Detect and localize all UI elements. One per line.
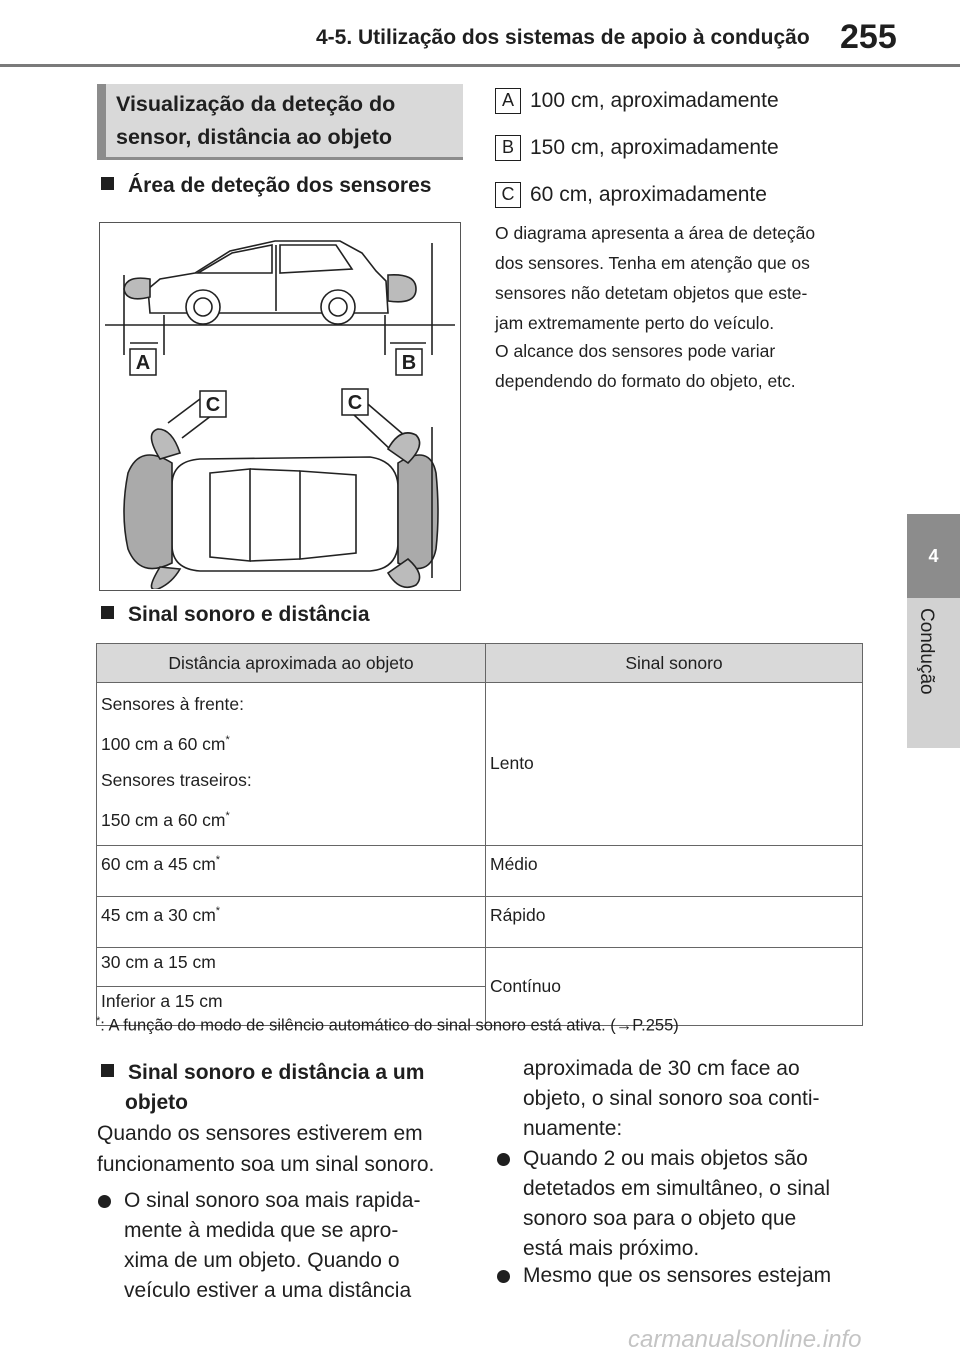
note-line: dos sensores. Tenha em atenção que os <box>495 253 810 273</box>
bullet-line: veículo estiver a uma distância <box>124 1279 412 1302</box>
legend-key-a: A <box>495 88 521 114</box>
label-b: B <box>401 352 417 374</box>
bullet-line: sonoro soa para o objeto que <box>523 1207 797 1230</box>
subhead-beep-object-line1: Sinal sonoro e distância a um <box>128 1061 425 1084</box>
footnote-text: : A função do modo de silêncio automático do sinal sonoro está ativa. ( <box>100 1016 616 1035</box>
legend-text-b: 150 cm, aproximadamente <box>530 136 779 159</box>
legend-item-c <box>495 182 767 208</box>
subhead-beep-distance <box>101 603 370 627</box>
table-cell-distance <box>97 845 486 896</box>
distance-value: 60 cm a 45 cm <box>101 853 216 874</box>
sensor-detection-diagram <box>99 222 461 591</box>
table-row <box>97 845 863 896</box>
asterisk: * <box>225 809 230 822</box>
bullet-dot-icon <box>98 1195 111 1208</box>
bullet-line: objeto, o sinal sonoro soa conti- <box>523 1087 820 1110</box>
beep-distance-table <box>96 643 863 1026</box>
bullet-line: xima de um objeto. Quando o <box>124 1249 400 1272</box>
front-range: 100 cm a 60 cm <box>101 733 226 754</box>
table-cell-distance <box>97 896 486 947</box>
note-line: dependendo do formato do objeto, etc. <box>495 371 796 391</box>
bullet-line: Mesmo que os sensores estejam <box>523 1264 832 1287</box>
bullet-line: O sinal sonoro soa mais rapida- <box>124 1189 421 1212</box>
car-sensor-illustration <box>100 223 459 589</box>
section-title <box>97 84 463 160</box>
note-paragraph-1 <box>495 218 840 338</box>
table-header-distance: Distância aproximada ao objeto <box>97 644 486 683</box>
subhead-detection-area-text: Área de deteção dos sensores <box>128 174 432 197</box>
label-c-left: C <box>205 394 221 416</box>
bullet-item-1 <box>124 1186 420 1306</box>
page-number: 255 <box>840 18 897 56</box>
chapter-label: Condução <box>916 608 937 695</box>
note-line: jam extremamente perto do veículo. <box>495 313 775 333</box>
bullet-dot-icon <box>497 1270 510 1283</box>
table-row <box>97 896 863 947</box>
table-cell-signal: Rápido <box>486 896 863 947</box>
table-cell-signal: Médio <box>486 845 863 896</box>
legend-text-a: 100 cm, aproximadamente <box>530 89 779 112</box>
rear-range: 150 cm a 60 cm <box>101 809 226 830</box>
square-bullet-icon <box>101 177 114 190</box>
footnote-marker: * <box>96 1015 101 1027</box>
legend-item-b <box>495 135 779 161</box>
table-cell-signal: Contínuo <box>486 947 863 1025</box>
bullet-item-2 <box>523 1144 830 1264</box>
arrow-icon: → <box>615 1016 633 1035</box>
subhead-beep-distance-text: Sinal sonoro e distância <box>128 603 370 626</box>
legend-text-c: 60 cm, aproximadamente <box>530 183 767 206</box>
note-line: O alcance dos sensores pode variar <box>495 341 776 361</box>
subhead-beep-object-line2: objeto <box>125 1091 188 1114</box>
section-title-line2: sensor, distância ao objeto <box>116 125 392 149</box>
distance-value: 45 cm a 30 cm <box>101 904 216 925</box>
chapter-tab-number[interactable] <box>907 514 960 598</box>
bullet-line: nuamente: <box>523 1117 623 1140</box>
header-divider <box>0 64 960 67</box>
table-header-row <box>97 644 863 683</box>
intro-line: funcionamento soa um sinal sonoro. <box>97 1153 435 1176</box>
running-header: 4-5. Utilização dos sistemas de apoio à condução <box>316 26 810 49</box>
label-a: A <box>135 352 151 374</box>
note-paragraph-2 <box>495 336 840 396</box>
label-c-right: C <box>347 392 363 414</box>
bullet-line: detetados em simultâneo, o sinal <box>523 1177 831 1200</box>
page-reference-link[interactable]: P.255) <box>632 1016 679 1035</box>
square-bullet-icon <box>101 1064 114 1077</box>
legend-item-a <box>495 88 779 114</box>
rear-label: Sensores traseiros: <box>101 769 252 790</box>
bullet-item-1-continued <box>523 1054 820 1144</box>
table-footnote <box>96 1015 679 1036</box>
bullet-line: está mais próximo. <box>523 1237 700 1260</box>
table-cell-signal: Lento <box>486 683 863 846</box>
legend-key-b: B <box>495 135 521 161</box>
asterisk: * <box>225 734 230 746</box>
square-bullet-icon <box>101 606 114 619</box>
asterisk: * <box>215 853 221 866</box>
subhead-beep-object <box>101 1058 424 1118</box>
bullet-line: mente à medida que se apro- <box>124 1219 399 1242</box>
note-line: sensores não detetam objetos que este- <box>495 283 808 303</box>
table-cell-distance: Inferior a 15 cm <box>97 986 486 1025</box>
bullet-item-3 <box>523 1261 831 1291</box>
bullet-line: Quando 2 ou mais objetos são <box>523 1147 808 1170</box>
table-cell-distance: 30 cm a 15 cm <box>97 947 486 986</box>
subhead-detection-area <box>101 174 431 198</box>
table-row <box>97 683 863 846</box>
legend-key-c: C <box>495 182 521 208</box>
table-cell-distance <box>97 683 486 846</box>
watermark: carmanualsonline.info <box>628 1326 862 1353</box>
bullet-dot-icon <box>497 1153 510 1166</box>
section-title-line1: Visualização da deteção do <box>116 92 396 116</box>
table-header-signal: Sinal sonoro <box>486 644 863 683</box>
front-label: Sensores à frente: <box>101 694 244 714</box>
note-line: O diagrama apresenta a área de deteção <box>495 223 816 243</box>
chapter-tab-label[interactable] <box>907 598 960 748</box>
intro-paragraph <box>97 1118 434 1180</box>
chapter-number: 4 <box>928 545 939 566</box>
bullet-line: aproximada de 30 cm face ao <box>523 1057 800 1080</box>
table-row <box>97 947 863 986</box>
asterisk: * <box>215 904 221 917</box>
intro-line: Quando os sensores estiverem em <box>97 1122 423 1145</box>
